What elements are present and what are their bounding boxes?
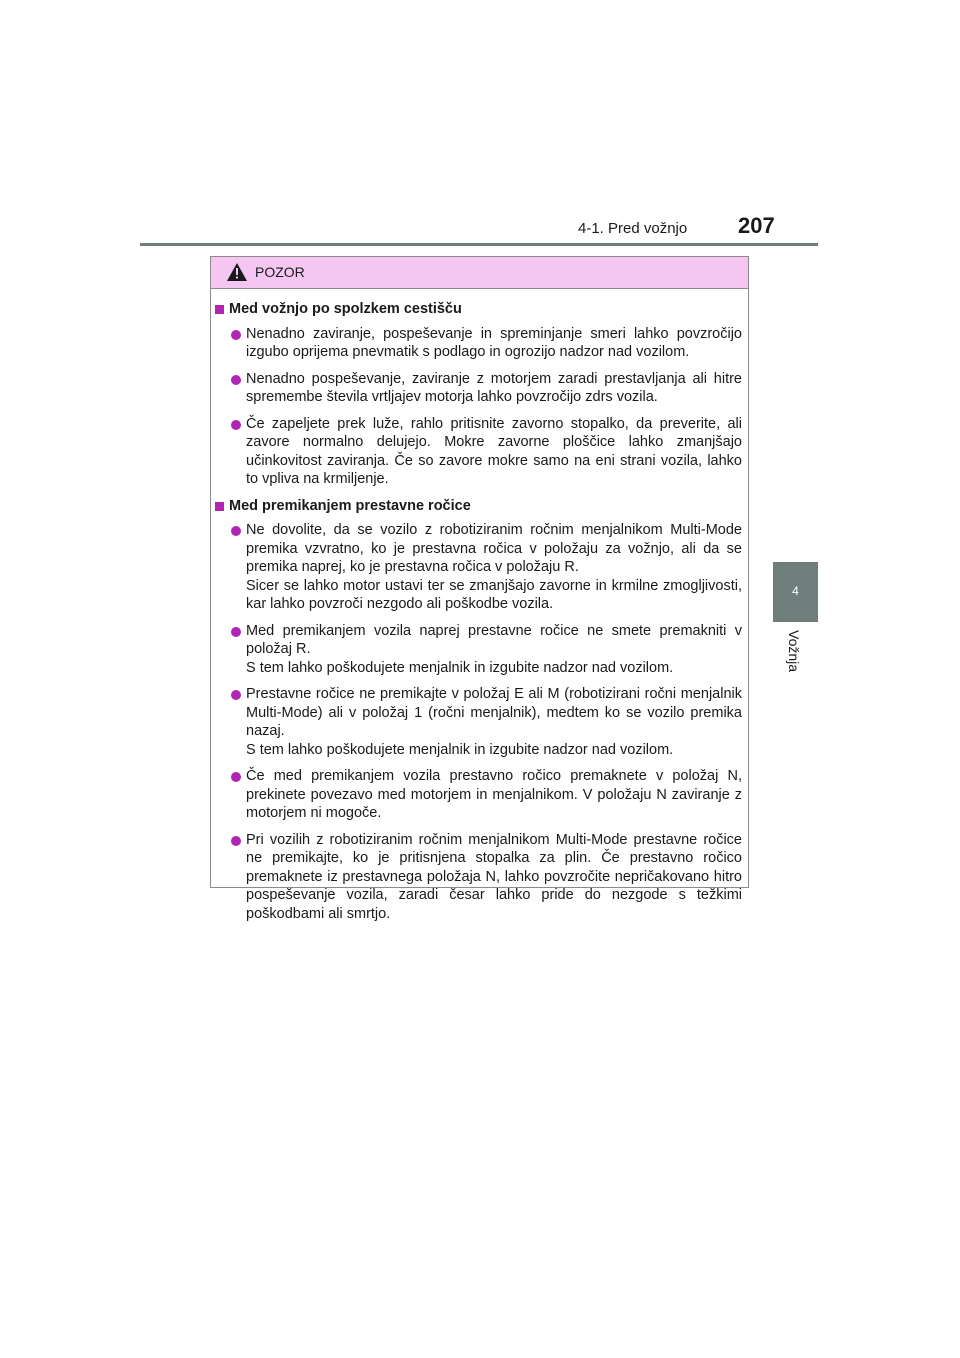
bullet-text: Sicer se lahko motor ustavi ter se zmanjšajo zavorne in krmilne zmogljivosti, kar lahko povzroči nezgodo ali poškodbe vozila.	[246, 577, 742, 612]
bullet-item	[215, 415, 742, 489]
bullet-text: Nenadno zaviranje, pospeševanje in spreminjanje smeri lahko povzročijo izgubo oprijema pnevmatik s podlago in ogrozijo nadzor nad vozilom.	[246, 325, 742, 360]
bullet-item	[215, 685, 742, 759]
caution-section	[215, 300, 742, 489]
square-bullet-icon	[215, 502, 224, 511]
square-bullet-icon	[215, 305, 224, 314]
bullet-item	[215, 622, 742, 678]
header-section-title: 4-1. Pred vožnjo	[578, 220, 688, 237]
bullet-text: Med premikanjem vozila naprej prestavne ročice ne smete premakniti v položaj R.	[246, 622, 742, 657]
page-number: 207	[738, 213, 775, 238]
caution-title: POZOR	[255, 264, 305, 280]
caution-box	[210, 256, 749, 922]
bullet-item	[215, 767, 742, 823]
round-bullet-icon	[231, 420, 241, 430]
round-bullet-icon	[231, 772, 241, 782]
section-heading	[215, 497, 742, 516]
chapter-tab	[773, 562, 818, 622]
round-bullet-icon	[231, 627, 241, 637]
round-bullet-icon	[231, 526, 241, 536]
bullet-item	[215, 325, 742, 362]
bullet-item	[215, 370, 742, 407]
caution-section	[215, 497, 742, 924]
round-bullet-icon	[231, 330, 241, 340]
bullet-text: Ne dovolite, da se vozilo z robotiziranim ročnim menjalnikom Multi-Mode premika vzvratno, ko je prestavna ročica v položaju za vožnjo, ali da se premika naprej, ko je prestavna ročica v položaju R.	[246, 522, 742, 575]
bullet-item	[215, 831, 742, 924]
bullet-item	[215, 521, 742, 614]
bullet-text: Če zapeljete prek luže, rahlo pritisnite zavorno stopalko, da preverite, ali zavore normalno delujejo. Mokre zavorne ploščice lahko zmanjšajo učinkovitost zaviranja. Če so zavore mokre samo na eni strani vozila, lahko to vpliva na krmiljenje.	[246, 415, 742, 487]
round-bullet-icon	[231, 375, 241, 385]
section-heading-text: Med premikanjem prestavne ročice	[229, 497, 471, 514]
warning-triangle-icon	[226, 262, 248, 282]
chapter-number: 4	[792, 584, 799, 598]
bullet-text: Pri vozilih z robotiziranim ročnim menjalnikom Multi-Mode prestavne ročice ne premikajte, ko je pritisnjena stopalka za plin. Če prestavno ročico premaknete iz prestavnega položaja N, lahko povzročite nepričakovano hitro pospeševanje vozila, zaradi česar lahko pride do nezgode s težkimi poškodbami ali smrtjo.	[246, 831, 742, 922]
bullet-text: Nenadno pospeševanje, zaviranje z motorjem zaradi prestavljanja ali hitre spremembe števila vrtljajev motorja lahko povzročijo zdrs vozila.	[246, 370, 742, 405]
section-heading	[215, 300, 742, 319]
round-bullet-icon	[231, 690, 241, 700]
bullet-text: S tem lahko poškodujete menjalnik in izgubite nadzor nad vozilom.	[246, 659, 674, 676]
header-divider	[140, 243, 818, 246]
caution-header	[211, 257, 748, 289]
bullet-text: Če med premikanjem vozila prestavno ročico premaknete v položaj N, prekinete povezavo med motorjem in menjalnikom. V položaju N zaviranje z motorjem ni mogoče.	[246, 768, 742, 821]
round-bullet-icon	[231, 836, 241, 846]
caution-body	[211, 289, 748, 923]
bullet-text: Prestavne ročice ne premikajte v položaj E ali M (robotizirani ročni menjalnik Multi-Mode) ali v položaj 1 (ročni menjalnik), medtem ko se vozilo premika nazaj.	[246, 686, 742, 739]
section-heading-text: Med vožnjo po spolzkem cestišču	[229, 301, 462, 317]
chapter-label: Vožnja	[786, 630, 802, 673]
bullet-text: S tem lahko poškodujete menjalnik in izgubite nadzor nad vozilom.	[246, 741, 674, 758]
